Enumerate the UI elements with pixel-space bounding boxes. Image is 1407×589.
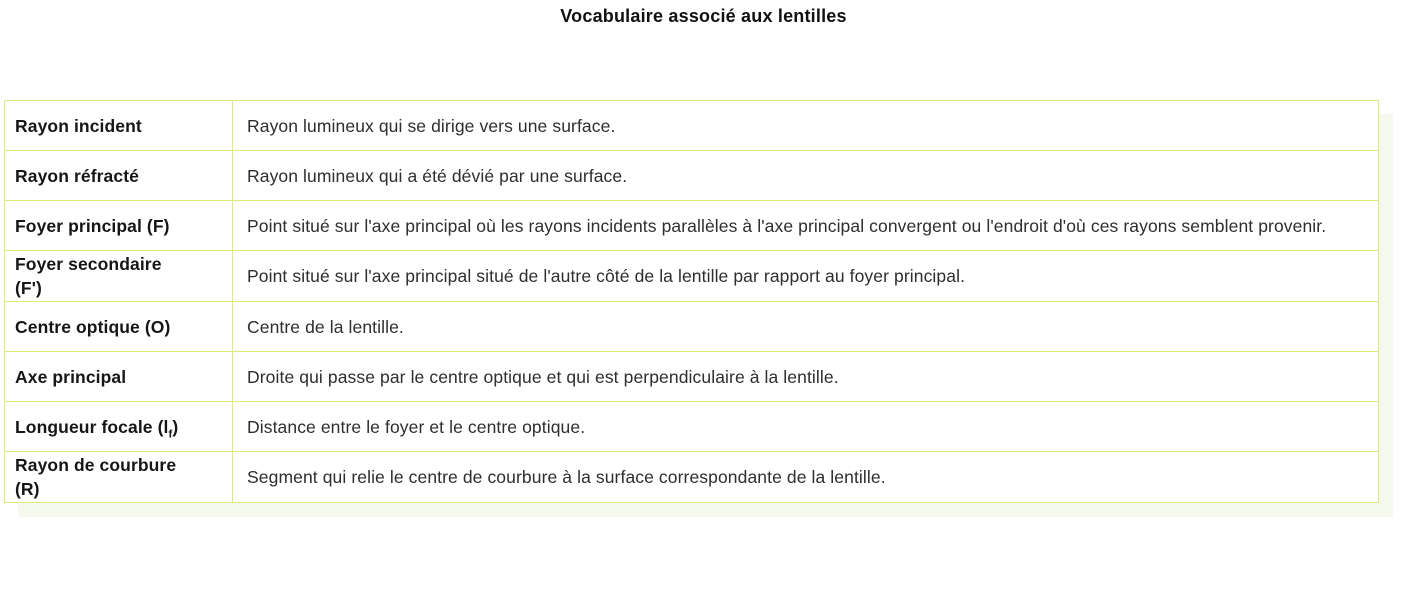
definition-cell: Distance entre le foyer et le centre optique. [233,402,1379,452]
term-cell: Foyer principal (F) [5,201,233,251]
table-row [5,402,1379,452]
definition-cell: Point situé sur l'axe principal situé de l'autre côté de la lentille par rapport au foyer principal. [233,251,1379,302]
definition-cell: Rayon lumineux qui a été dévié par une surface. [233,151,1379,201]
term-cell: Axe principal [5,352,233,402]
term-cell: Longueur focale $(l_f)$ [5,402,233,452]
definition-cell: Rayon lumineux qui se dirige vers une surface. [233,101,1379,151]
vocabulary-table [4,100,1379,503]
definition-cell: Centre de la lentille. [233,302,1379,352]
table-row [5,251,1379,302]
table-row [5,452,1379,503]
table-row [5,352,1379,402]
definition-cell: Droite qui passe par le centre optique et qui est perpendiculaire à la lentille. [233,352,1379,402]
term-cell: Foyer secondaire (F') [5,251,233,302]
term-cell: Rayon de courbure (R) [5,452,233,503]
vocabulary-table-body [5,101,1379,503]
table-row [5,151,1379,201]
term-subscript: f [168,428,173,440]
term-cell: Rayon réfracté [5,151,233,201]
table-row [5,302,1379,352]
definition-cell: Point situé sur l'axe principal où les rayons incidents parallèles à l'axe principal convergent ou l'endroit d'où ces rayons semblent provenir. [233,201,1379,251]
table-row [5,201,1379,251]
definition-cell: Segment qui relie le centre de courbure à la surface correspondante de la lentille. [233,452,1379,503]
table-row [5,101,1379,151]
term-cell: Centre optique (O) [5,302,233,352]
term-cell: Rayon incident [5,101,233,151]
page-title: Vocabulaire associé aux lentilles [560,6,847,26]
